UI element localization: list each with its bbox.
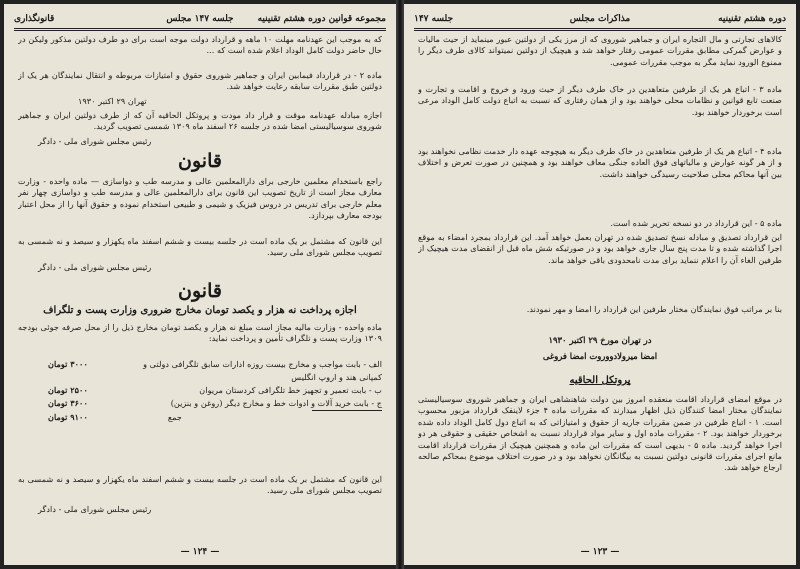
paragraph: اجازه مبادله عهدنامه موقت و قرار داد مودت و پروتکل الحاقیه آن که از طرف دولتین ایران و جماهیر شوروی سوسیالیستی امضا شده در جلسه ۲۶ اسفند ماه ۱۳۰۹ شمسی تصویب گردید. [18, 110, 382, 132]
left-header-right: مجموعه قوانین دوره هشتم تقنینیه [257, 14, 386, 24]
law-passage: این قانون که مشتمل بر یک ماده است در جلسه بیست و ششم اسفند ماه یکهزار و سیصد و نه شمسی به تصویب مجلس شورای ملی رسید. [18, 474, 382, 496]
amount-value: ۳۰۰۰ تومان [48, 359, 88, 369]
law-body: ماده واحده - وزارت مالیه مجاز است مبلغ نه هزار و یکصد تومان مخارج ذیل را از محل صرفه جوئی بودجه ۱۳۰۹ وزارت پست و تلگراف تأمین و پرداخت نماید: [18, 322, 382, 344]
paragraph: که به موجب این عهدنامه مهلت ۱۰ ماهه و قرارداد دولت موجه است برای دو طرف دولتین مذکور ولیکن در حال حاضر دولت کامل الوداد اعلام شده است که ... [18, 34, 382, 56]
right-page [404, 4, 796, 565]
signature: رئیس مجلس شورای ملی - دادگر [38, 262, 152, 272]
paragraph: ماده ۵ - این قرارداد در دو نسخه تحریر شده است. [610, 218, 782, 228]
law-body: راجع باستخدام معلمین خارجی برای دارالمعلمین عالی و مدرسه طب و دواسازی — ماده واحده - وزارت معارف مجاز است از تاریخ تصویب این قانون برای دارالمعلمین عالی و مدرسه طب و دواسازی چهار نفر معلم خارجی برای تدریس در دروس فیزیک و شیمی و طبیعی استخدام نموده و حقوق آنها را از محل اعتبار بودجه معارف بپردازد. [18, 176, 382, 221]
amount-value: ۲۵۰۰ تومان [48, 385, 88, 395]
right-header-right: دوره هشتم تقنینیه [718, 14, 786, 24]
amount-row [18, 384, 382, 397]
amount-row [18, 397, 382, 410]
page-number-value: ۱۲۳ [592, 547, 608, 557]
amount-label: ب - بابت تعمیر و تجهیز خط تلگرافی کردستان مریوان [199, 385, 382, 395]
protocol-body: در موقع امضای قرارداد اقامت منعقده امروز بین دولت شاهنشاهی ایران و جماهیر شوروی سوسیالیستی نمایندگان مختار امضا کنندگان ذیل اظهار میدارند که مقررات ماده ۴ جزء لاینفک قرارداد مزبور محسوب است. ۱ - اتباع طرفین در ضمن مقررات جاریه از حقوق و امتیازاتی که به اتباع دول کامل الوداد داده شده برخوردار خواهند بود. ۲ - مقررات ماده اول و سایر مواد قرارداد نسبت به اشخاص حقیقی و حقوقی هر دو اجرا خواهد گردید. ماده ۵ - بدیهی است که مقررات این ماده و همچنین هیچیک از مقررات قرارداد اقامت مانع اجرای مقررات قانونی دولتین نسبت به بیگانگان نخواهد بود و در صورت اختلاف موضوع بمحاکم صالحه ارجاع خواهد شد. [418, 394, 782, 473]
paragraph: ماده ۲ - در قرارداد فیمابین ایران و جماهیر شوروی حقوق و امتیازات مربوطه و انتقال نمایندگان هر یک از دولتین طبق مقررات سابقه رعایت خواهد شد. [18, 70, 382, 92]
right-header-center: مذاکرات مجلس [569, 14, 631, 24]
amount-label: الف - بابت مواجب و مخارج بیست روزه ادارات سابق تلگرافی دولتی و کمپانی هند و اروپ انگلیس [143, 359, 382, 382]
book-gutter [396, 0, 404, 569]
header-rule [414, 28, 786, 31]
law-passage: این قانون که مشتمل بر یک ماده است در جلسه بیست و ششم اسفند ماه یکهزار و سیصد و نه شمسی به تصویب مجلس شورای ملی رسید. [18, 236, 382, 258]
paragraph: این قرارداد تصدیق و مبادله نسخ تصدیق شده در تهران بعمل خواهد آمد. این قرارداد بمجرد امضاء به موقع اجرا گذاشته شده و تا مدت پنج سال جاری خواهد بود و در صورتیکه شش ماه قبل از انقضای مدت هیچیک از طرفین الغاء آن را اعلام ننماید برای مدت نامحدودی باقی خواهد ماند. [418, 232, 782, 265]
law-subtitle: اجازه پرداخت نه هزار و یکصد تومان مخارج ضروری وزارت پست و تلگراف [43, 305, 357, 316]
right-header-left: جلسه ۱۴۷ [414, 14, 454, 24]
signature: رئیس مجلس شورای ملی - دادگر [38, 136, 152, 146]
paragraph: ماده ۴ - اتباع هر یک از طرفین متعاهدین در خاک طرف دیگر به هیچوجه عهده دار خدمت نظامی نخواهند بود و از هر گونه عوارض و مالیاتهای فوق العاده جنگی معاف خواهند بود و همچنین در صورت تعرض و اختلاف بین آنها محاکم محلی صلاحیت رسیدگی خواهند داشت. [418, 146, 782, 179]
total-label: جمع [167, 412, 182, 422]
amounts-list [18, 358, 382, 424]
page-number: — ۱۲۳ — [580, 547, 620, 557]
left-header-left: قانونگذاری [14, 14, 55, 24]
page-number-value: ۱۲۴ [192, 547, 208, 557]
amount-value: ۳۶۰۰ تومان [48, 398, 88, 408]
total-value: ۹۱۰۰ تومان [48, 412, 88, 422]
paragraph: بنا بر مراتب فوق نمایندگان مختار طرفین این قرارداد را امضا و مهر نمودند. [526, 304, 782, 314]
date-line: در تهران مورخ ۲۹ اکتبر ۱۹۳۰ [548, 335, 652, 345]
law-title: قانون [178, 280, 222, 302]
page-number: — ۱۲۴ — [180, 547, 220, 557]
amount-row [18, 358, 382, 384]
left-page-header [14, 12, 386, 26]
law-title: قانون [178, 150, 222, 172]
total-row [18, 411, 382, 424]
signatories: امضا میرولادووروت امضا فروغی [542, 351, 658, 361]
protocol-title: پروتکل الحاقیه [569, 375, 631, 386]
left-header-center: جلسه ۱۴۷ مجلس [166, 14, 234, 24]
left-page [4, 4, 396, 565]
header-rule [14, 28, 386, 31]
signature: رئیس مجلس شورای ملی - دادگر [38, 504, 152, 514]
right-page-header [414, 12, 786, 26]
date-line: تهران ۲۹ اکتبر ۱۹۳۰ [78, 96, 147, 106]
paragraph: کالاهای تجارتی و مال التجاره ایران و جماهیر شوروی که از مرز یکی از دولتین عبور مینماید از حیث مالیات و عوارض گمرکی مطابق مقررات عمومی رفتار خواهد شد و هیچیک از دولتین نمیتواند کالای طرف دیگر را ممنوع الورود نماید مگر به موجب مقررات عمومی. [418, 34, 782, 67]
paragraph: ماده ۳ - اتباع هر یک از طرفین متعاهدین در خاک طرف دیگر از حیث ورود و خروج و اقامت و تجارت و صنعت تابع قوانین و نظامات محلی خواهند بود و از همان رفتاری که نسبت به اتباع دولت کامل الوداد مرعی است برخوردار خواهند بود. [418, 84, 782, 117]
amount-label: ج - بابت خرید آلات و ادوات خط و مخارج دیگر (روغن و بنزین) [170, 398, 382, 408]
